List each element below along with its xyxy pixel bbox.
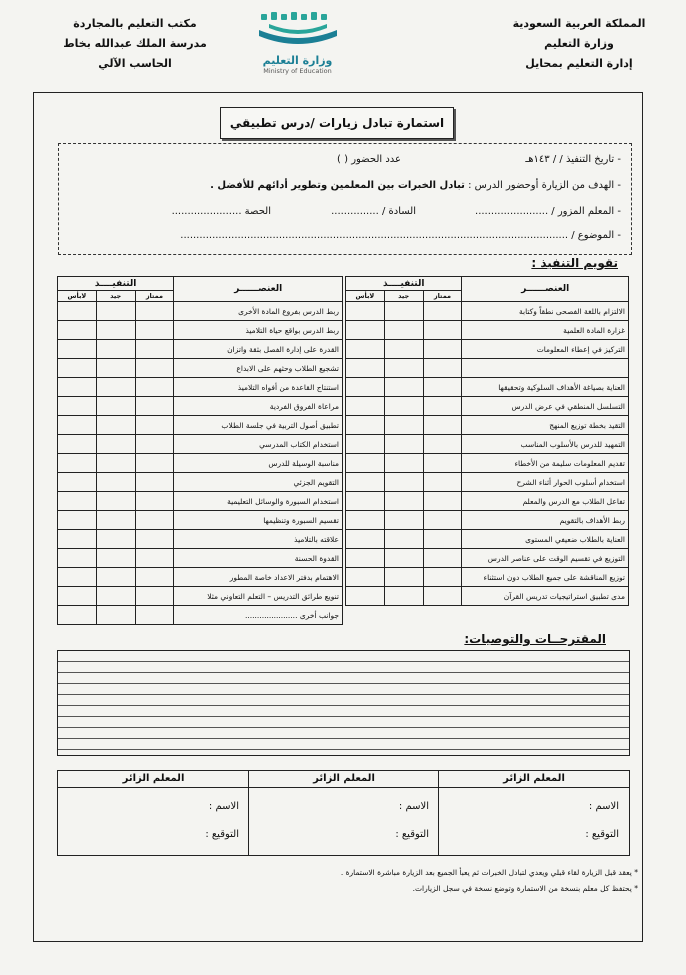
department-label: الحاسب الآلي [98,57,172,70]
excellent-cell[interactable] [135,454,174,473]
excellent-cell[interactable] [423,473,462,492]
admin-label: إدارة التعليم بمحايل [525,57,633,70]
excellent-cell[interactable] [135,378,174,397]
good-cell[interactable] [384,492,423,511]
good-cell[interactable] [96,378,135,397]
fair-header: لابأس [58,291,97,302]
header-left [50,14,220,74]
element-header: العنصــــــر [462,277,629,302]
element-header: العنصــــــر [174,277,343,302]
excellent-cell[interactable] [135,606,174,625]
fair-header: لابأس [346,291,385,302]
criterion-label: جوانب أخرى ...................... [174,606,343,625]
criterion-label: تشجيع الطلاب وحثهم على الابداع [174,359,343,378]
fair-cell[interactable] [58,416,97,435]
excellent-cell[interactable] [423,492,462,511]
table-row [58,549,343,568]
criterion-label: استخدام أسلوب الحوار أثناء الشرح [462,473,629,492]
excellent-cell[interactable] [135,511,174,530]
fair-cell[interactable] [346,359,385,378]
table-row [346,435,629,454]
office-label: مكتب التعليم بالمجاردة [73,17,197,30]
header-right [494,14,664,74]
evaluation-table-right [345,276,629,606]
visit-goal-label: - الهدف من الزيارة أوحضور الدرس : [468,180,621,191]
fair-cell[interactable] [58,340,97,359]
evaluation-title: تقويم التنفيذ : [531,256,618,270]
fair-cell[interactable] [346,435,385,454]
excellent-cell[interactable] [423,416,462,435]
excellent-cell[interactable] [135,549,174,568]
criterion-label: الالتزام باللغة الفصحى نطقاً وكتابة [462,302,629,321]
good-cell[interactable] [96,568,135,587]
criterion-label: التمهيد للدرس بالأسلوب المناسب [462,435,629,454]
fair-cell[interactable] [58,397,97,416]
suggestions-title: المقترحــات والتوصيات: [464,632,606,646]
fair-cell[interactable] [346,549,385,568]
excellent-cell[interactable] [135,568,174,587]
criterion-label: مناسبة الوسيلة للدرس [174,454,343,473]
good-cell[interactable] [384,378,423,397]
good-cell[interactable] [96,587,135,606]
fair-cell[interactable] [346,321,385,340]
excellent-cell[interactable] [423,321,462,340]
good-cell[interactable] [384,549,423,568]
excellent-cell[interactable] [423,454,462,473]
note-line: * يحتفظ كل معلم بنسخة من الاستمارة وتوضع نسخة في سجل الزيارات. [412,884,638,893]
good-cell[interactable] [96,492,135,511]
topic-field: - الموضوع / .......................................................................................................................... [180,230,621,241]
visitor-title: المعلم الزائر [58,771,249,788]
table-row [346,473,629,492]
excellent-cell[interactable] [423,587,462,606]
table-row [58,416,343,435]
visitor-name[interactable]: الاسم : [588,801,619,812]
fair-cell[interactable] [346,568,385,587]
visitor-title: المعلم الزائر [439,771,629,788]
table-row [346,492,629,511]
evaluation-table-left [57,276,343,625]
table-row [58,606,343,625]
good-cell[interactable] [96,302,135,321]
grade-field: السادة / ............... [331,206,416,217]
fair-cell[interactable] [58,606,97,625]
visit-goal [210,180,621,191]
fair-cell[interactable] [58,530,97,549]
fair-cell[interactable] [346,416,385,435]
fair-cell[interactable] [346,340,385,359]
criterion-label: استخدام الكتاب المدرسي [174,435,343,454]
good-cell[interactable] [96,321,135,340]
visitor-signature[interactable]: التوقيع : [395,829,429,840]
table-row [58,397,343,416]
good-cell[interactable] [96,416,135,435]
visitor-signature[interactable]: التوقيع : [585,829,619,840]
table-row [346,587,629,606]
table-row [346,321,629,340]
criterion-label [462,359,629,378]
visitor-signature[interactable]: التوقيع : [205,829,239,840]
criterion-label: ربط الدرس بواقع حياة التلاميذ [174,321,343,340]
table-row [346,549,629,568]
table-row [346,359,629,378]
visitor-block [58,771,249,855]
execution-header: التنفيــــذ [346,277,462,291]
kingdom-label: المملكة العربية السعودية [512,17,646,30]
good-cell[interactable] [384,568,423,587]
criterion-label: استخدام السبورة والوسائل التعليمية [174,492,343,511]
attendance-count: عدد الحضور ( ) [337,154,401,165]
execution-date: - تاريخ التنفيذ / / ١٤٣هـ [525,154,621,165]
criterion-label: غزارة المادة العلمية [462,321,629,340]
excellent-header: ممتاز [423,291,462,302]
excellent-cell[interactable] [135,416,174,435]
fair-cell[interactable] [346,378,385,397]
excellent-cell[interactable] [135,397,174,416]
fair-cell[interactable] [58,473,97,492]
criterion-label: القدوة الحسنة [174,549,343,568]
table-row [58,530,343,549]
excellent-cell[interactable] [423,511,462,530]
table-row [58,454,343,473]
good-cell[interactable] [384,511,423,530]
criterion-label: تفاعل الطلاب مع الدرس والمعلم [462,492,629,511]
table-row [58,359,343,378]
table-row [58,378,343,397]
execution-header: التنفيــــذ [58,277,174,291]
logo-english-text: Ministry of Education [263,67,332,75]
good-cell[interactable] [384,473,423,492]
good-cell[interactable] [96,359,135,378]
visitor-block [248,771,439,855]
fair-cell[interactable] [58,492,97,511]
visitor-block [438,771,629,855]
criterion-label: ربط الأهداف بالتقويم [462,511,629,530]
good-cell[interactable] [96,454,135,473]
table-row [346,397,629,416]
good-cell[interactable] [384,321,423,340]
table-row [58,340,343,359]
good-cell[interactable] [384,454,423,473]
fair-cell[interactable] [58,511,97,530]
excellent-cell[interactable] [135,302,174,321]
fair-cell[interactable] [58,587,97,606]
visitor-title: المعلم الزائر [249,771,439,788]
info-box [58,143,632,255]
criterion-label: التوزيع في تقسيم الوقت على عناصر الدرس [462,549,629,568]
excellent-cell[interactable] [135,587,174,606]
criterion-label: التقويم الجزئي [174,473,343,492]
fair-cell[interactable] [346,302,385,321]
fair-cell[interactable] [58,454,97,473]
criterion-label: الاهتمام بدفتر الاعداد خاصة المطور [174,568,343,587]
criterion-label: تطبيق أصول التربية في جلسة الطلاب [174,416,343,435]
table-row [58,492,343,511]
criterion-label: العناية بصياغة الأهداف السلوكية وتحقيقها [462,378,629,397]
fair-cell[interactable] [346,511,385,530]
note-line: * يعقد قبل الزيارة لقاء قبلي ويعدي لتبادل الخبرات ثم يعبأ الجميع بعد الزيارة مباشرة الاستمارة . [340,868,638,877]
criterion-label: مراعاة الفروق الفردية [174,397,343,416]
table-row [58,568,343,587]
criterion-label: العناية بالطلاب ضعيفي المستوى [462,530,629,549]
excellent-cell[interactable] [135,435,174,454]
logo-icon [253,10,343,52]
fair-cell[interactable] [58,378,97,397]
fair-cell[interactable] [58,568,97,587]
ministry-label: وزارة التعليم [544,37,614,50]
criterion-label: تنويع طرائق التدريس – التعلم التعاوني مثلا [174,587,343,606]
visitor-signatures [57,770,630,856]
fair-cell[interactable] [58,435,97,454]
table-row [58,302,343,321]
criterion-label: ربط الدرس بفروع المادة الأخرى [174,302,343,321]
fair-cell[interactable] [58,321,97,340]
fair-cell[interactable] [58,359,97,378]
criterion-label: التسلسل المنطقي في عرض الدرس [462,397,629,416]
table-row [346,378,629,397]
fair-cell[interactable] [346,454,385,473]
table-row [346,416,629,435]
table-row [58,435,343,454]
good-cell[interactable] [384,340,423,359]
table-row [58,511,343,530]
excellent-cell[interactable] [423,378,462,397]
good-cell[interactable] [384,530,423,549]
excellent-cell[interactable] [423,359,462,378]
criterion-label: التركيز في إعطاء المعلومات [462,340,629,359]
good-cell[interactable] [96,340,135,359]
excellent-cell[interactable] [135,473,174,492]
excellent-cell[interactable] [423,397,462,416]
table-row [346,340,629,359]
logo-arabic-text: وزارة التعليم [262,54,333,67]
table-row [58,587,343,606]
good-header: جيد [384,291,423,302]
table-row [346,511,629,530]
good-cell[interactable] [384,397,423,416]
excellent-header: ممتاز [135,291,174,302]
good-cell[interactable] [96,435,135,454]
form-title: استمارة تبادل زيارات /درس تطبيقي [220,107,454,139]
fair-cell[interactable] [346,530,385,549]
table-row [58,473,343,492]
criterion-label: تقديم المعلومات سليمة من الأخطاء [462,454,629,473]
good-cell[interactable] [96,397,135,416]
excellent-cell[interactable] [135,340,174,359]
excellent-cell[interactable] [423,530,462,549]
criterion-label: التقيد بخطة توزيع المنهج [462,416,629,435]
excellent-cell[interactable] [135,321,174,340]
excellent-cell[interactable] [135,530,174,549]
criterion-label: علاقته بالتلاميذ [174,530,343,549]
good-cell[interactable] [96,511,135,530]
excellent-cell[interactable] [423,568,462,587]
good-cell[interactable] [384,416,423,435]
excellent-cell[interactable] [423,549,462,568]
good-cell[interactable] [384,435,423,454]
criterion-label: القدرة على إدارة الفصل بثقة واتزان [174,340,343,359]
criterion-label: تقسيم السبورة وتنظيمها [174,511,343,530]
visit-goal-value: تبادل الخبرات بين المعلمين وتطوير أدائهم للأفضل . [210,180,465,191]
criterion-label: مدى تطبيق استراتيجيات تدريس القرآن [462,587,629,606]
suggestions-lines[interactable] [57,650,630,756]
good-cell[interactable] [96,606,135,625]
fair-cell[interactable] [58,302,97,321]
fair-cell[interactable] [346,397,385,416]
good-header: جيد [96,291,135,302]
good-cell[interactable] [96,549,135,568]
fair-cell[interactable] [346,473,385,492]
criterion-label: توزيع المناقشة على جميع الطلاب دون استثناء [462,568,629,587]
ministry-logo [245,10,350,82]
visitor-name[interactable]: الاسم : [208,801,239,812]
good-cell[interactable] [96,530,135,549]
visitor-name[interactable]: الاسم : [398,801,429,812]
table-row [346,302,629,321]
period-field: الحصة ...................... [171,206,271,217]
good-cell[interactable] [96,473,135,492]
excellent-cell[interactable] [423,302,462,321]
table-row [346,530,629,549]
excellent-cell[interactable] [135,359,174,378]
visited-teacher: - المعلم المزور / ....................... [475,206,621,217]
excellent-cell[interactable] [423,435,462,454]
fair-cell[interactable] [346,492,385,511]
table-row [346,568,629,587]
school-label: مدرسة الملك عبدالله بخاط [63,37,207,50]
table-row [346,454,629,473]
good-cell[interactable] [384,587,423,606]
table-row [58,321,343,340]
fair-cell[interactable] [58,549,97,568]
excellent-cell[interactable] [135,492,174,511]
excellent-cell[interactable] [423,340,462,359]
good-cell[interactable] [384,359,423,378]
fair-cell[interactable] [346,587,385,606]
criterion-label: استنتاج القاعدة من أفواه التلاميذ [174,378,343,397]
good-cell[interactable] [384,302,423,321]
